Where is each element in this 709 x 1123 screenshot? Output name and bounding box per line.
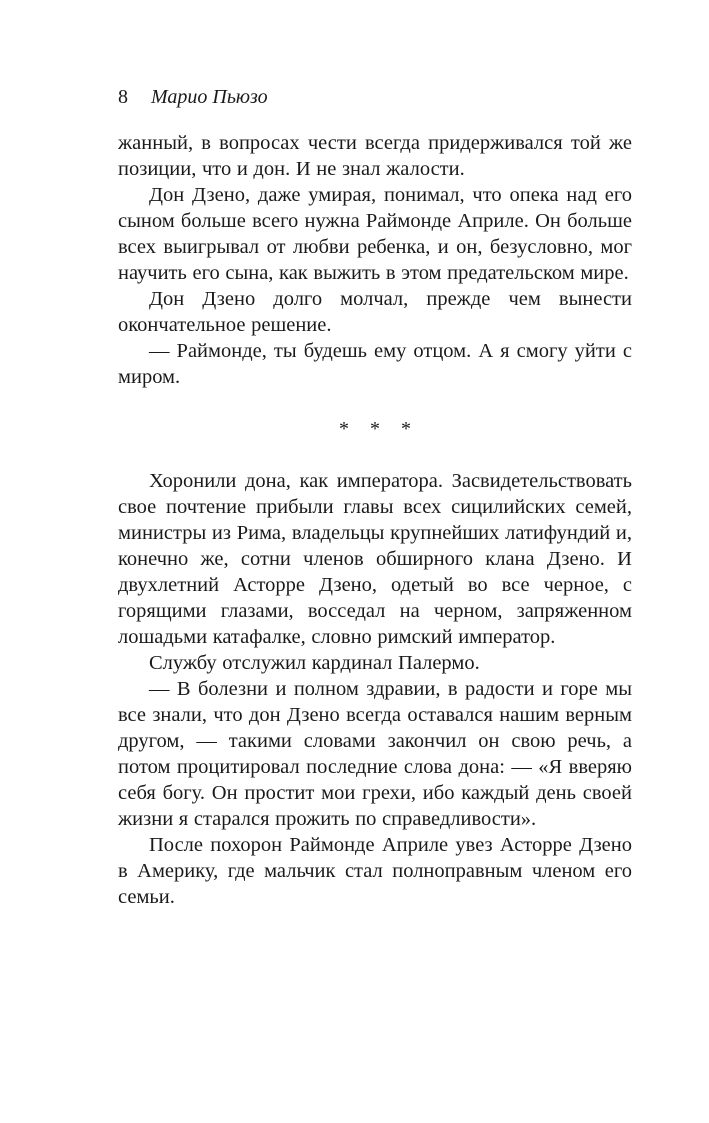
dialogue-paragraph: — Раймонде, ты будешь ему отцом. А я смогу уйти с миром. bbox=[118, 340, 632, 388]
running-head-author: Марио Пьюзо bbox=[151, 86, 268, 108]
section-separator: * * * bbox=[339, 418, 419, 440]
body-text-section-1 bbox=[118, 130, 632, 390]
paragraph: Дон Дзено, даже умирая, понимал, что опека над его сыном больше всего нужна Раймонде Априле. Он больше всех выигрывал от любви ребенка, и он, безусловно, мог научить его сына, как выжить в этом предательском мире. bbox=[118, 184, 632, 284]
body-text-section-2 bbox=[118, 468, 632, 910]
running-head bbox=[118, 84, 632, 110]
book-page bbox=[118, 84, 632, 910]
page-number: 8 bbox=[118, 86, 128, 108]
paragraph: Службу отслужил кардинал Палермо. bbox=[149, 652, 480, 674]
dialogue-paragraph: — В болезни и полном здравии, в радости и горе мы все знали, что дон Дзено всегда оставался нашим верным другом, — такими словами закончил он свою речь, а потом процитировал последние слова дона: — «Я вверяю себя богу. Он простит мои грехи, ибо каждый день своей жизни я старался прожить по справедливости». bbox=[118, 678, 632, 830]
paragraph: После похорон Раймонде Априле увез Асторре Дзено в Америку, где мальчик стал полноправным членом его семьи. bbox=[118, 834, 632, 908]
paragraph: Дон Дзено долго молчал, прежде чем вынести окончательное решение. bbox=[118, 288, 632, 336]
paragraph-continued: жанный, в вопросах чести всегда придерживался той же позиции, что и дон. И не знал жалости. bbox=[118, 132, 632, 180]
paragraph: Хоронили дона, как императора. Засвидетельствовать свое почтение прибыли главы всех сицилийских семей, министры из Рима, владельцы крупнейших латифундий и, конечно же, сотни членов обширного клана Дзено. И двухлетний Асторре Дзено, одетый во все черное, с горящими глазами, восседал на черном, запряженном лошадьми катафалке, словно римский император. bbox=[118, 470, 632, 648]
